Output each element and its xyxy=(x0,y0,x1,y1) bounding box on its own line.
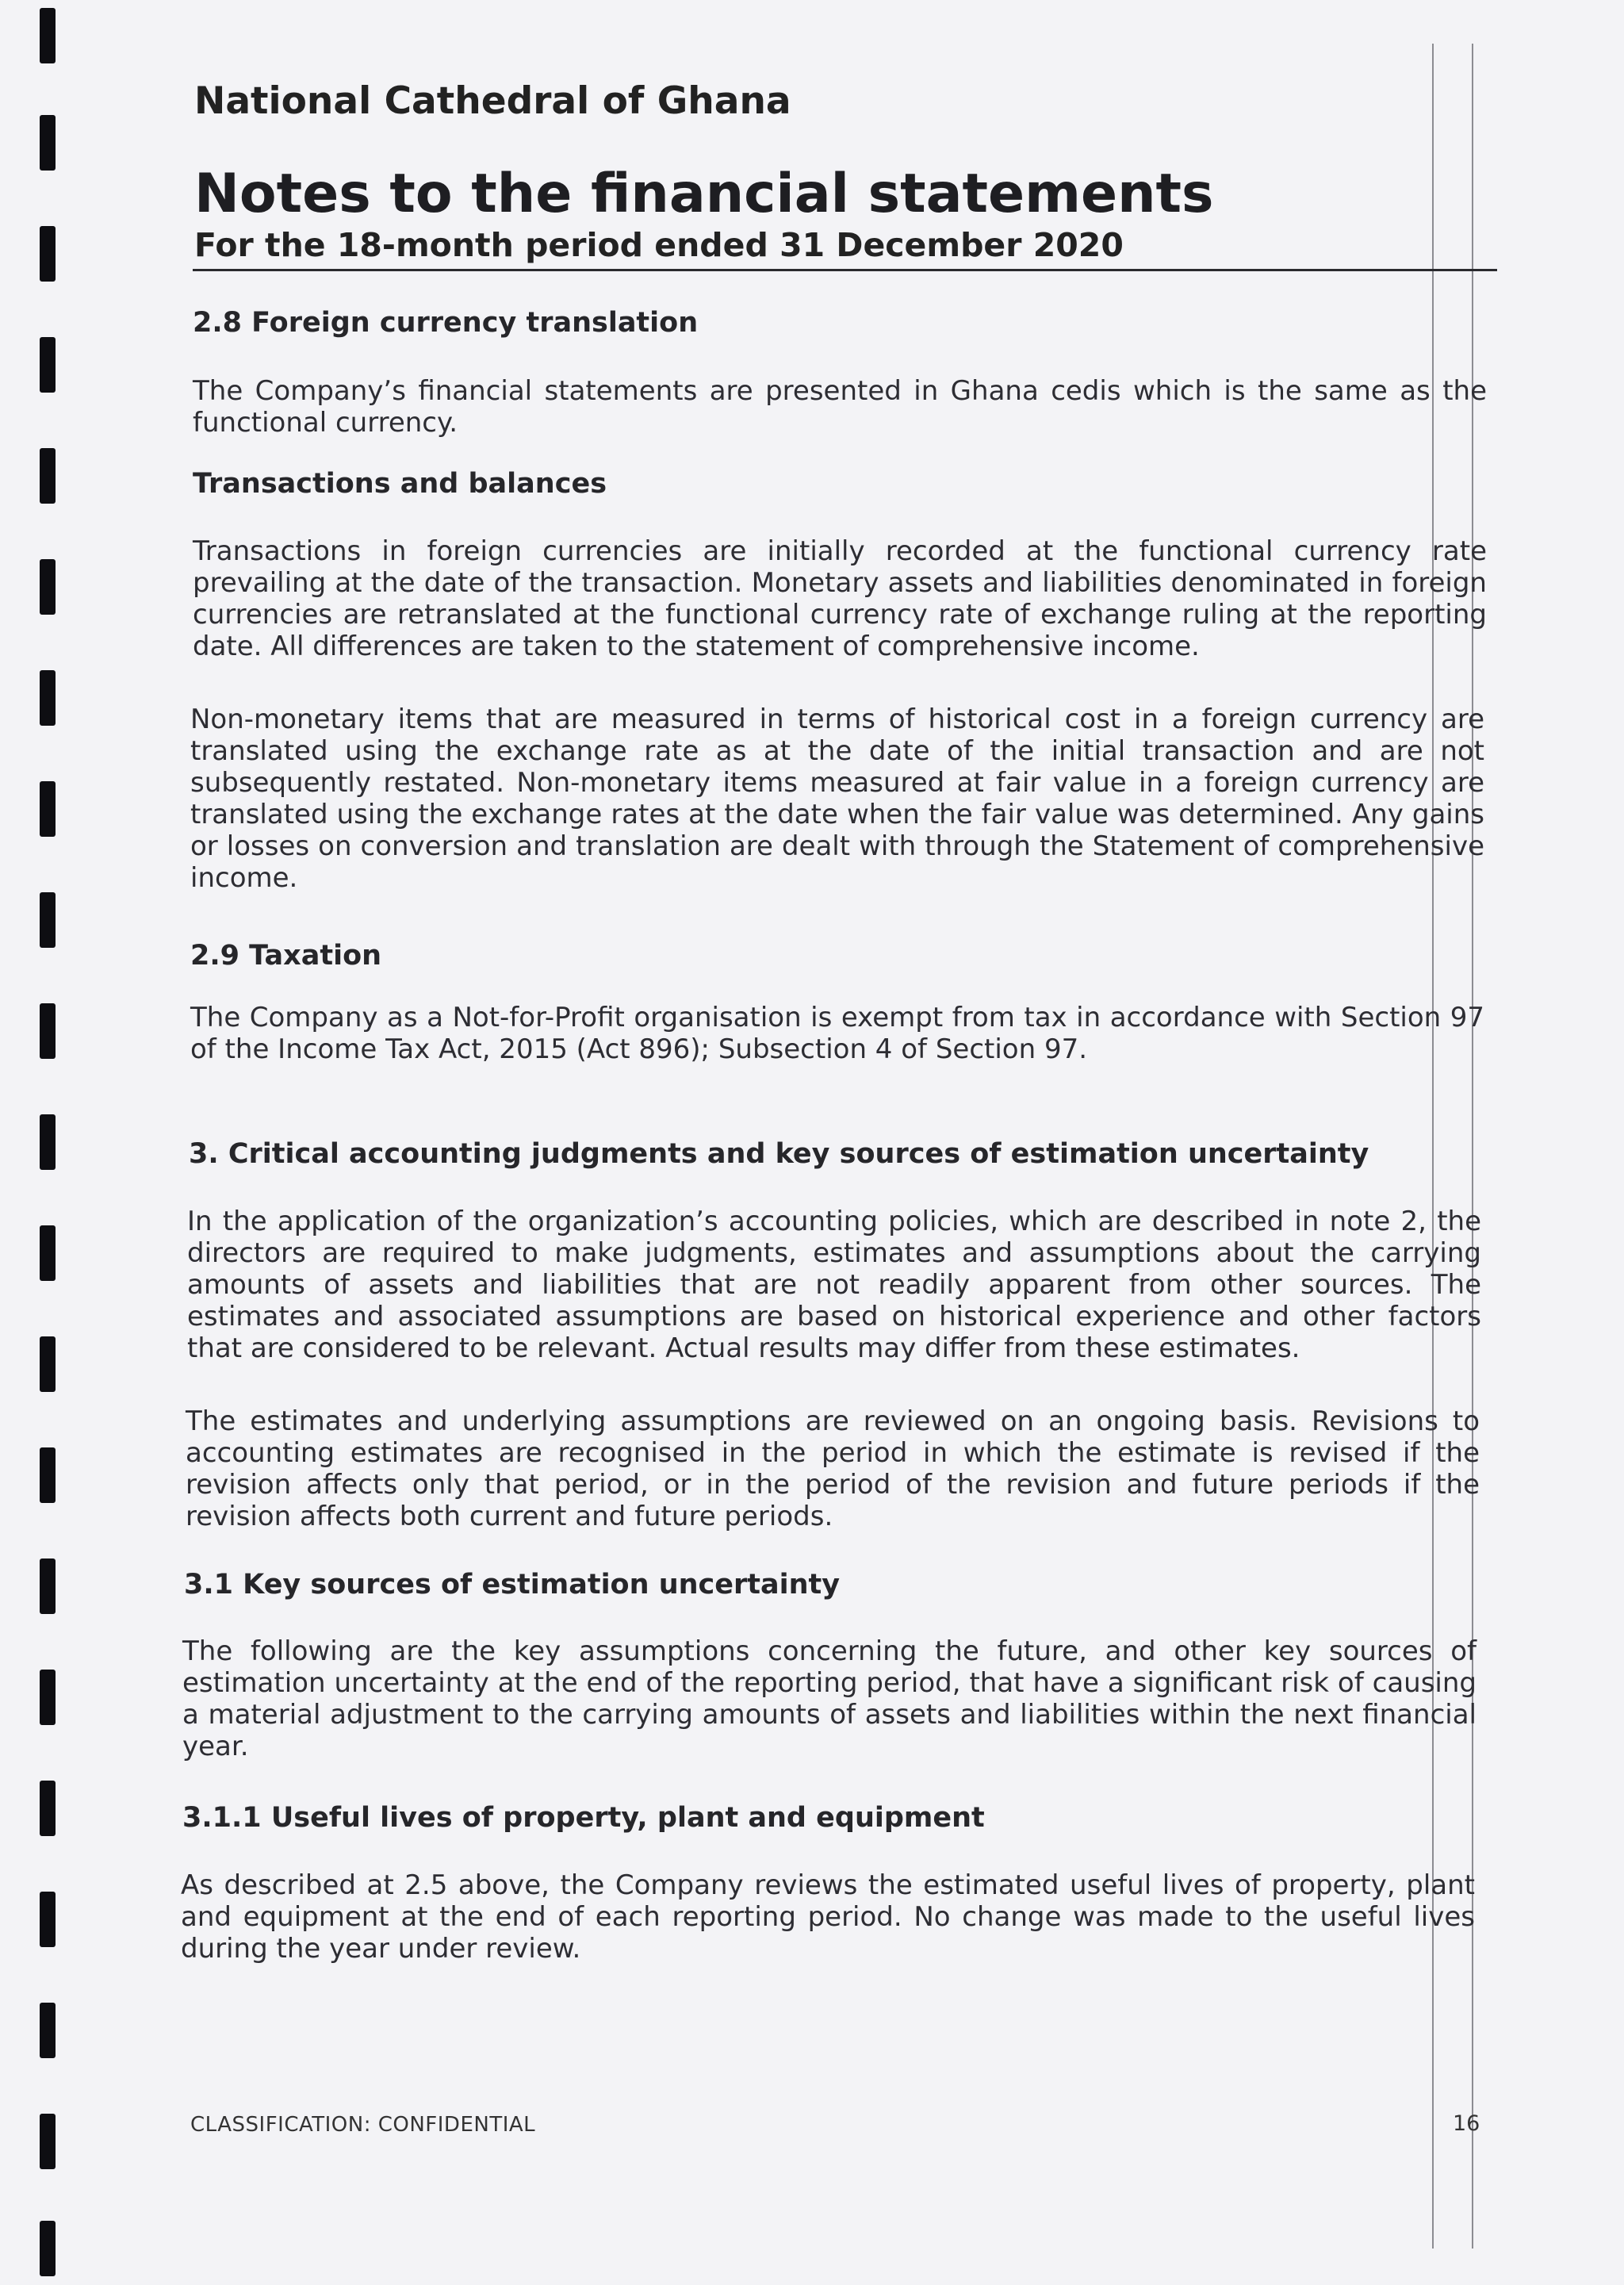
binding-hole xyxy=(40,337,56,393)
paragraph-estimates-review: The estimates and underlying assumptions are reviewed on an ongoing basis. Revisions to accounting estimates are recognised in the period in which the estimate is revised if the revision affects only that period, or in the period of the revision and future periods if the revision affects both current and future periods. xyxy=(186,1405,1480,1532)
binding-hole xyxy=(40,1447,56,1503)
header-divider xyxy=(193,269,1497,271)
section-heading-3-1: 3.1 Key sources of estimation uncertainty xyxy=(184,1569,841,1601)
binding-hole xyxy=(40,448,56,504)
page-number: 16 xyxy=(1453,2111,1480,2136)
binding-hole xyxy=(40,892,56,948)
paragraph-key-assumptions: The following are the key assumptions concerning the future, and other key sources of estimation uncertainty at the end of the reporting period, that have a significant risk of causing a material adjustment to the carrying amounts of assets and liabilities within the next financial year. xyxy=(182,1635,1477,1762)
subheading-transactions-balances: Transactions and balances xyxy=(193,468,607,500)
paragraph-non-monetary-items: Non-monetary items that are measured in terms of historical cost in a foreign currency are translated using the exchange rate as at the date of the initial transaction and are not subsequently restated. Non-monetary items measured at fair value in a foreign currency are translated using the exchange rates at the date when the fair value was determined. Any gains or losses on conversion and translation are dealt with through the Statement of comprehensive income. xyxy=(190,704,1484,894)
section-heading-2-9: 2.9 Taxation xyxy=(190,940,382,972)
section-heading-2-8: 2.8 Foreign currency translation xyxy=(193,307,699,339)
binding-hole xyxy=(40,670,56,726)
binding-hole xyxy=(40,1003,56,1059)
binding-hole xyxy=(40,1558,56,1614)
organisation-name: National Cathedral of Ghana xyxy=(194,79,791,123)
binding-hole xyxy=(40,1670,56,1725)
binding-hole xyxy=(40,1225,56,1281)
section-heading-3-1-1: 3.1.1 Useful lives of property, plant and equipment xyxy=(182,1802,985,1834)
binding-hole xyxy=(40,115,56,171)
classification-footer: CLASSIFICATION: CONFIDENTIAL xyxy=(190,2113,536,2137)
paragraph-critical-judgments: In the application of the organization’s accounting policies, which are described in note 2, the directors are required to make judgments, estimates and assumptions about the carrying amounts of assets and liabilities that are not readily apparent from other sources. The estimates and associated assumptions are based on historical experience and other factors that are considered to be relevant. Actual results may differ from these estimates. xyxy=(187,1206,1481,1364)
period-subtitle: For the 18-month period ended 31 December 2020 xyxy=(194,226,1124,264)
binding-hole xyxy=(40,1336,56,1392)
section-heading-3: 3. Critical accounting judgments and key sources of estimation uncertainty xyxy=(189,1138,1369,1170)
binding-hole xyxy=(40,8,56,63)
page-title: Notes to the financial statements xyxy=(194,163,1214,225)
binding-hole xyxy=(40,2114,56,2169)
binding-hole xyxy=(40,1114,56,1170)
binding-hole xyxy=(40,2003,56,2058)
paragraph-functional-currency: The Company’s financial statements are presented in Ghana cedis which is the same as the functional currency. xyxy=(193,375,1487,439)
paragraph-transactions: Transactions in foreign currencies are initially recorded at the functional currency rate prevailing at the date of the transaction. Monetary assets and liabilities denominated in foreign currencies are retranslated at the functional currency rate of exchange ruling at the reporting date. All differences are taken to the statement of comprehensive income. xyxy=(193,535,1487,662)
binding-hole xyxy=(40,559,56,615)
binding-hole xyxy=(40,2221,56,2276)
binding-hole xyxy=(40,226,56,282)
paragraph-taxation: The Company as a Not-for-Profit organisation is exempt from tax in accordance with Section 97 of the Income Tax Act, 2015 (Act 896); Subsection 4 of Section 97. xyxy=(190,1002,1484,1065)
binding-hole xyxy=(40,1781,56,1836)
binding-hole xyxy=(40,781,56,837)
paragraph-useful-lives: As described at 2.5 above, the Company reviews the estimated useful lives of property, plant and equipment at the end of each reporting period. No change was made to the useful lives during the year under review. xyxy=(181,1869,1475,1965)
binding-hole xyxy=(40,1892,56,1947)
